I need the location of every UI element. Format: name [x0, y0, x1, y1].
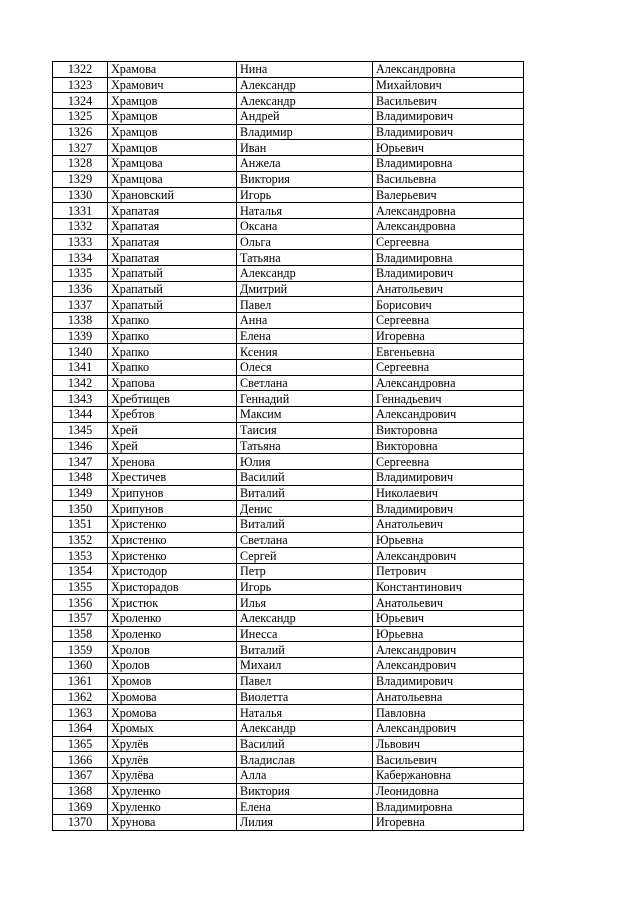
first-name-cell: Геннадий — [237, 391, 373, 407]
last-name-cell: Христюк — [108, 595, 237, 611]
last-name-cell: Храмова — [108, 62, 237, 78]
first-name-cell: Наталья — [237, 705, 373, 721]
last-name-cell: Хромов — [108, 673, 237, 689]
patronymic-cell: Владимирович — [373, 124, 524, 140]
row-number-cell: 1358 — [53, 626, 108, 642]
last-name-cell: Хрулёва — [108, 767, 237, 783]
row-number-cell: 1352 — [53, 532, 108, 548]
first-name-cell: Игорь — [237, 187, 373, 203]
first-name-cell: Василий — [237, 736, 373, 752]
row-number-cell: 1346 — [53, 438, 108, 454]
patronymic-cell: Игоревна — [373, 815, 524, 831]
last-name-cell: Хроленко — [108, 611, 237, 627]
patronymic-cell: Юрьевич — [373, 611, 524, 627]
table-row — [53, 689, 524, 705]
patronymic-cell: Владимировна — [373, 156, 524, 172]
table-row — [53, 752, 524, 768]
patronymic-cell: Александрович — [373, 658, 524, 674]
first-name-cell: Александр — [237, 93, 373, 109]
row-number-cell: 1367 — [53, 767, 108, 783]
patronymic-cell: Александрович — [373, 548, 524, 564]
patronymic-cell: Павловна — [373, 705, 524, 721]
table-row — [53, 626, 524, 642]
first-name-cell: Михаил — [237, 658, 373, 674]
table-row — [53, 140, 524, 156]
table-row — [53, 422, 524, 438]
row-number-cell: 1322 — [53, 62, 108, 78]
row-number-cell: 1366 — [53, 752, 108, 768]
row-number-cell: 1356 — [53, 595, 108, 611]
table-row — [53, 736, 524, 752]
last-name-cell: Хрестичев — [108, 469, 237, 485]
first-name-cell: Василий — [237, 469, 373, 485]
last-name-cell: Хромова — [108, 705, 237, 721]
last-name-cell: Хруленко — [108, 783, 237, 799]
table-row — [53, 344, 524, 360]
last-name-cell: Хрей — [108, 438, 237, 454]
last-name-cell: Христенко — [108, 516, 237, 532]
patronymic-cell: Петрович — [373, 564, 524, 580]
patronymic-cell: Васильевич — [373, 93, 524, 109]
table-row — [53, 93, 524, 109]
patronymic-cell: Константинович — [373, 579, 524, 595]
row-number-cell: 1357 — [53, 611, 108, 627]
row-number-cell: 1344 — [53, 407, 108, 423]
table-row — [53, 407, 524, 423]
patronymic-cell: Владимирович — [373, 501, 524, 517]
table-row — [53, 250, 524, 266]
first-name-cell: Светлана — [237, 375, 373, 391]
patronymic-cell: Александровна — [373, 203, 524, 219]
row-number-cell: 1350 — [53, 501, 108, 517]
row-number-cell: 1328 — [53, 156, 108, 172]
last-name-cell: Храпко — [108, 360, 237, 376]
table-row — [53, 297, 524, 313]
first-name-cell: Максим — [237, 407, 373, 423]
first-name-cell: Таисия — [237, 422, 373, 438]
patronymic-cell: Анатольевна — [373, 689, 524, 705]
last-name-cell: Хребтищев — [108, 391, 237, 407]
table-row — [53, 454, 524, 470]
last-name-cell: Хруленко — [108, 799, 237, 815]
first-name-cell: Анна — [237, 313, 373, 329]
patronymic-cell: Юрьевич — [373, 140, 524, 156]
last-name-cell: Храпатая — [108, 203, 237, 219]
first-name-cell: Виталий — [237, 485, 373, 501]
patronymic-cell: Борисович — [373, 297, 524, 313]
patronymic-cell: Сергеевна — [373, 313, 524, 329]
table-row — [53, 265, 524, 281]
row-number-cell: 1340 — [53, 344, 108, 360]
first-name-cell: Алла — [237, 767, 373, 783]
first-name-cell: Анжела — [237, 156, 373, 172]
row-number-cell: 1341 — [53, 360, 108, 376]
row-number-cell: 1330 — [53, 187, 108, 203]
last-name-cell: Храмович — [108, 77, 237, 93]
first-name-cell: Елена — [237, 328, 373, 344]
patronymic-cell: Геннадьевич — [373, 391, 524, 407]
table-row — [53, 564, 524, 580]
last-name-cell: Христодор — [108, 564, 237, 580]
row-number-cell: 1334 — [53, 250, 108, 266]
table-row — [53, 171, 524, 187]
first-name-cell: Павел — [237, 673, 373, 689]
patronymic-cell: Сергеевна — [373, 360, 524, 376]
first-name-cell: Игорь — [237, 579, 373, 595]
row-number-cell: 1338 — [53, 313, 108, 329]
patronymic-cell: Владимирович — [373, 265, 524, 281]
row-number-cell: 1359 — [53, 642, 108, 658]
last-name-cell: Хролов — [108, 658, 237, 674]
patronymic-cell: Леонидовна — [373, 783, 524, 799]
last-name-cell: Хренова — [108, 454, 237, 470]
patronymic-cell: Анатольевич — [373, 281, 524, 297]
patronymic-cell: Александрович — [373, 720, 524, 736]
last-name-cell: Храпко — [108, 344, 237, 360]
row-number-cell: 1335 — [53, 265, 108, 281]
first-name-cell: Владимир — [237, 124, 373, 140]
first-name-cell: Оксана — [237, 218, 373, 234]
table-row — [53, 642, 524, 658]
patronymic-cell: Владимирович — [373, 673, 524, 689]
last-name-cell: Храновский — [108, 187, 237, 203]
table-row — [53, 720, 524, 736]
first-name-cell: Александр — [237, 611, 373, 627]
row-number-cell: 1337 — [53, 297, 108, 313]
last-name-cell: Храпатая — [108, 250, 237, 266]
table-row — [53, 203, 524, 219]
patronymic-cell: Владимировна — [373, 250, 524, 266]
patronymic-cell: Евгеньевна — [373, 344, 524, 360]
patronymic-cell: Игоревна — [373, 328, 524, 344]
row-number-cell: 1347 — [53, 454, 108, 470]
patronymic-cell: Кабержановна — [373, 767, 524, 783]
last-name-cell: Хромых — [108, 720, 237, 736]
row-number-cell: 1339 — [53, 328, 108, 344]
table-row — [53, 234, 524, 250]
row-number-cell: 1353 — [53, 548, 108, 564]
patronymic-cell: Анатольевич — [373, 595, 524, 611]
last-name-cell: Христорадов — [108, 579, 237, 595]
table-row — [53, 532, 524, 548]
row-number-cell: 1327 — [53, 140, 108, 156]
first-name-cell: Сергей — [237, 548, 373, 564]
row-number-cell: 1324 — [53, 93, 108, 109]
last-name-cell: Хрулёв — [108, 736, 237, 752]
first-name-cell: Илья — [237, 595, 373, 611]
row-number-cell: 1348 — [53, 469, 108, 485]
patronymic-cell: Александрович — [373, 407, 524, 423]
last-name-cell: Храмцов — [108, 124, 237, 140]
first-name-cell: Олеся — [237, 360, 373, 376]
table-row — [53, 516, 524, 532]
last-name-cell: Храпатый — [108, 297, 237, 313]
row-number-cell: 1365 — [53, 736, 108, 752]
last-name-cell: Хрулёв — [108, 752, 237, 768]
table-row — [53, 391, 524, 407]
row-number-cell: 1355 — [53, 579, 108, 595]
row-number-cell: 1360 — [53, 658, 108, 674]
row-number-cell: 1345 — [53, 422, 108, 438]
first-name-cell: Александр — [237, 77, 373, 93]
first-name-cell: Ольга — [237, 234, 373, 250]
first-name-cell: Виктория — [237, 171, 373, 187]
last-name-cell: Храмцова — [108, 156, 237, 172]
last-name-cell: Хромова — [108, 689, 237, 705]
patronymic-cell: Юрьевна — [373, 532, 524, 548]
first-name-cell: Елена — [237, 799, 373, 815]
first-name-cell: Татьяна — [237, 250, 373, 266]
last-name-cell: Христенко — [108, 548, 237, 564]
patronymic-cell: Александровна — [373, 375, 524, 391]
first-name-cell: Павел — [237, 297, 373, 313]
row-number-cell: 1333 — [53, 234, 108, 250]
table-row — [53, 375, 524, 391]
patronymic-cell: Владимировна — [373, 799, 524, 815]
table-row — [53, 62, 524, 78]
last-name-cell: Хрунова — [108, 815, 237, 831]
last-name-cell: Храмцов — [108, 140, 237, 156]
first-name-cell: Виктория — [237, 783, 373, 799]
row-number-cell: 1329 — [53, 171, 108, 187]
row-number-cell: 1369 — [53, 799, 108, 815]
first-name-cell: Виталий — [237, 516, 373, 532]
first-name-cell: Юлия — [237, 454, 373, 470]
last-name-cell: Храпатая — [108, 234, 237, 250]
patronymic-cell: Анатольевич — [373, 516, 524, 532]
first-name-cell: Виолетта — [237, 689, 373, 705]
first-name-cell: Александр — [237, 720, 373, 736]
row-number-cell: 1362 — [53, 689, 108, 705]
table-row — [53, 156, 524, 172]
first-name-cell: Виталий — [237, 642, 373, 658]
last-name-cell: Храмцов — [108, 109, 237, 125]
row-number-cell: 1368 — [53, 783, 108, 799]
patronymic-cell: Михайлович — [373, 77, 524, 93]
table-row — [53, 218, 524, 234]
patronymic-cell: Владимирович — [373, 469, 524, 485]
row-number-cell: 1332 — [53, 218, 108, 234]
table-row — [53, 313, 524, 329]
table-row — [53, 501, 524, 517]
table-row — [53, 469, 524, 485]
patronymic-cell: Викторовна — [373, 438, 524, 454]
first-name-cell: Лилия — [237, 815, 373, 831]
last-name-cell: Хрипунов — [108, 485, 237, 501]
row-number-cell: 1325 — [53, 109, 108, 125]
table-row — [53, 705, 524, 721]
first-name-cell: Дмитрий — [237, 281, 373, 297]
first-name-cell: Иван — [237, 140, 373, 156]
patronymic-cell: Сергеевна — [373, 454, 524, 470]
last-name-cell: Храмцов — [108, 93, 237, 109]
name-list-table — [52, 61, 524, 831]
last-name-cell: Хрипунов — [108, 501, 237, 517]
row-number-cell: 1331 — [53, 203, 108, 219]
row-number-cell: 1323 — [53, 77, 108, 93]
row-number-cell: 1354 — [53, 564, 108, 580]
row-number-cell: 1326 — [53, 124, 108, 140]
row-number-cell: 1342 — [53, 375, 108, 391]
first-name-cell: Александр — [237, 265, 373, 281]
patronymic-cell: Львович — [373, 736, 524, 752]
name-list-body — [53, 62, 524, 831]
last-name-cell: Храпатый — [108, 265, 237, 281]
first-name-cell: Петр — [237, 564, 373, 580]
table-row — [53, 281, 524, 297]
table-row — [53, 360, 524, 376]
table-row — [53, 767, 524, 783]
row-number-cell: 1336 — [53, 281, 108, 297]
table-row — [53, 485, 524, 501]
last-name-cell: Храпова — [108, 375, 237, 391]
first-name-cell: Денис — [237, 501, 373, 517]
table-row — [53, 77, 524, 93]
table-row — [53, 109, 524, 125]
first-name-cell: Инесса — [237, 626, 373, 642]
patronymic-cell: Юрьевна — [373, 626, 524, 642]
patronymic-cell: Александровна — [373, 62, 524, 78]
row-number-cell: 1351 — [53, 516, 108, 532]
last-name-cell: Хрей — [108, 422, 237, 438]
patronymic-cell: Александровна — [373, 218, 524, 234]
row-number-cell: 1364 — [53, 720, 108, 736]
table-row — [53, 438, 524, 454]
row-number-cell: 1349 — [53, 485, 108, 501]
table-row — [53, 611, 524, 627]
first-name-cell: Наталья — [237, 203, 373, 219]
table-row — [53, 815, 524, 831]
last-name-cell: Хролов — [108, 642, 237, 658]
last-name-cell: Хребтов — [108, 407, 237, 423]
last-name-cell: Христенко — [108, 532, 237, 548]
row-number-cell: 1363 — [53, 705, 108, 721]
first-name-cell: Андрей — [237, 109, 373, 125]
first-name-cell: Татьяна — [237, 438, 373, 454]
table-row — [53, 658, 524, 674]
row-number-cell: 1361 — [53, 673, 108, 689]
patronymic-cell: Васильевич — [373, 752, 524, 768]
patronymic-cell: Владимирович — [373, 109, 524, 125]
first-name-cell: Ксения — [237, 344, 373, 360]
table-row — [53, 124, 524, 140]
first-name-cell: Светлана — [237, 532, 373, 548]
patronymic-cell: Васильевна — [373, 171, 524, 187]
last-name-cell: Храпко — [108, 328, 237, 344]
table-row — [53, 548, 524, 564]
table-row — [53, 187, 524, 203]
last-name-cell: Храмцова — [108, 171, 237, 187]
last-name-cell: Хроленко — [108, 626, 237, 642]
row-number-cell: 1343 — [53, 391, 108, 407]
last-name-cell: Храпко — [108, 313, 237, 329]
table-row — [53, 799, 524, 815]
table-row — [53, 579, 524, 595]
patronymic-cell: Николаевич — [373, 485, 524, 501]
patronymic-cell: Сергеевна — [373, 234, 524, 250]
row-number-cell: 1370 — [53, 815, 108, 831]
table-row — [53, 595, 524, 611]
table-row — [53, 673, 524, 689]
patronymic-cell: Александрович — [373, 642, 524, 658]
last-name-cell: Храпатый — [108, 281, 237, 297]
table-row — [53, 328, 524, 344]
first-name-cell: Нина — [237, 62, 373, 78]
last-name-cell: Храпатая — [108, 218, 237, 234]
patronymic-cell: Викторовна — [373, 422, 524, 438]
table-row — [53, 783, 524, 799]
patronymic-cell: Валерьевич — [373, 187, 524, 203]
first-name-cell: Владислав — [237, 752, 373, 768]
